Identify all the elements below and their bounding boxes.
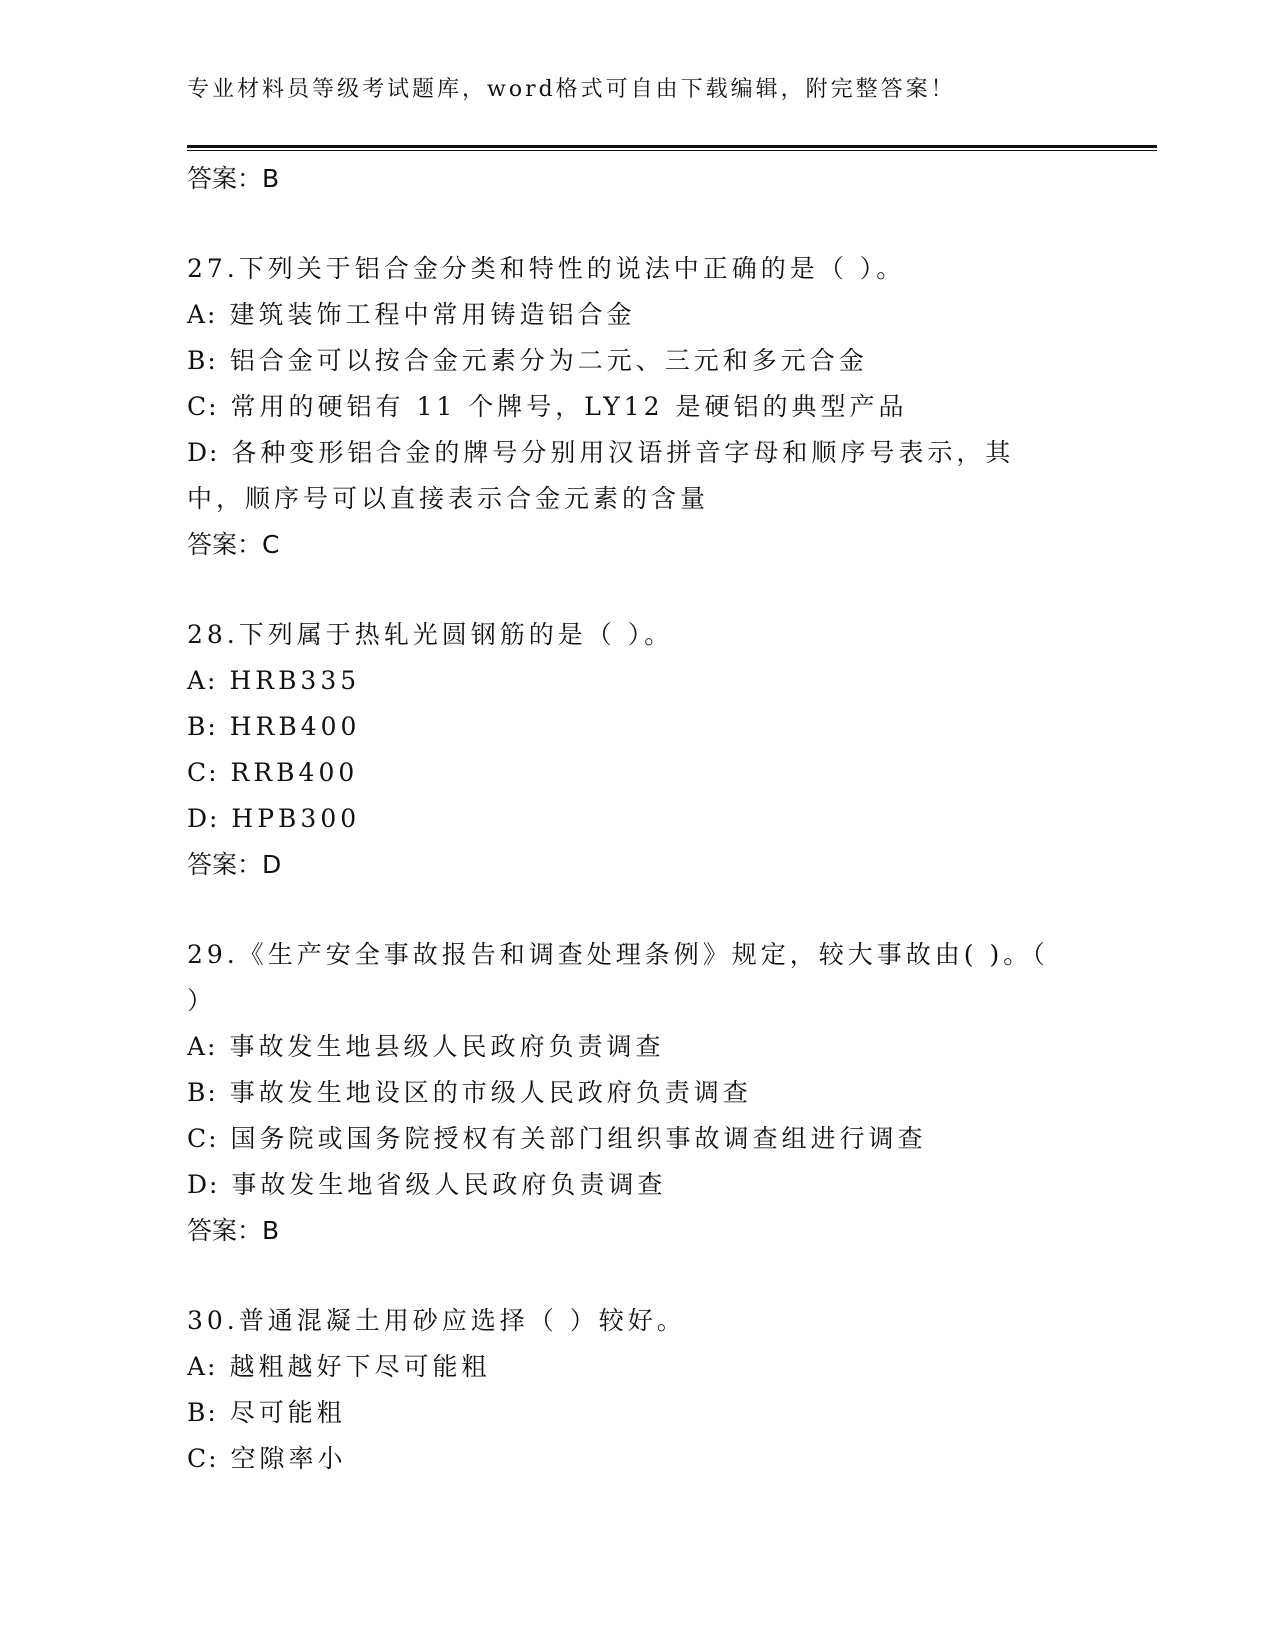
spacer xyxy=(187,888,1067,932)
option-label: B: xyxy=(187,712,218,741)
option-d xyxy=(187,796,1067,842)
option-text: 事故发生地县级人民政府负责调查 xyxy=(229,1032,665,1061)
option-c xyxy=(187,750,1067,796)
document-body xyxy=(187,156,1067,1482)
option-label: D: xyxy=(187,1170,220,1199)
option-b xyxy=(187,1390,1067,1436)
option-text: 各种变形铝合金的牌号分别用汉语拼音字母和顺序号表示，其中，顺序号可以直接表示合金元素的含量 xyxy=(187,438,1015,513)
question-30 xyxy=(187,1298,1067,1344)
option-label: A: xyxy=(187,300,218,329)
option-label: A: xyxy=(187,666,218,695)
spacer xyxy=(187,568,1067,612)
option-label: C: xyxy=(187,392,219,421)
question-number: 30. xyxy=(187,1306,239,1335)
answer-line: 答案：B xyxy=(187,1216,280,1245)
option-text: 常用的硬铝有 11 个牌号，LY12 是硬铝的典型产品 xyxy=(230,392,908,421)
question-29 xyxy=(187,932,1067,1024)
spacer xyxy=(187,202,1067,246)
page-header: 专业材料员等级考试题库，word格式可自由下载编辑，附完整答案！ xyxy=(187,77,956,102)
header-rule-thin xyxy=(187,150,1157,151)
answer-line: 答案：C xyxy=(187,530,280,559)
option-text: 空隙率小 xyxy=(230,1444,347,1473)
option-text: 事故发生地设区的市级人民政府负责调查 xyxy=(229,1078,752,1107)
option-label: B: xyxy=(187,1078,218,1107)
option-text: 铝合金可以按合金元素分为二元、三元和多元合金 xyxy=(229,346,868,375)
answer-line: 答案：D xyxy=(187,850,282,879)
option-a xyxy=(187,292,1067,338)
option-c xyxy=(187,384,1067,430)
option-text: 越粗越好下尽可能粗 xyxy=(229,1352,491,1381)
option-label: D: xyxy=(187,804,220,833)
option-label: A: xyxy=(187,1352,218,1381)
option-label: B: xyxy=(187,346,218,375)
option-b xyxy=(187,704,1067,750)
option-label: C: xyxy=(187,758,219,787)
option-a xyxy=(187,658,1067,704)
option-label: A: xyxy=(187,1032,218,1061)
option-text: RRB400 xyxy=(230,758,359,787)
option-label: B: xyxy=(187,1398,218,1427)
question-stem: 下列关于铝合金分类和特性的说法中正确的是（ ）。 xyxy=(238,254,906,283)
option-text: HRB335 xyxy=(229,666,361,695)
question-stem: 下列属于热轧光圆钢筋的是（ ）。 xyxy=(238,620,674,649)
question-number: 29. xyxy=(187,940,239,969)
question-27 xyxy=(187,246,1067,292)
option-text: HRB400 xyxy=(229,712,361,741)
option-b xyxy=(187,1070,1067,1116)
spacer xyxy=(187,1254,1067,1298)
header-rule-thick xyxy=(187,145,1157,148)
option-text: HPB300 xyxy=(231,804,361,833)
answer-line: 答案：B xyxy=(187,164,280,193)
option-c xyxy=(187,1436,1067,1482)
option-a xyxy=(187,1344,1067,1390)
question-stem: 普通混凝土用砂应选择（ ）较好。 xyxy=(238,1306,686,1335)
option-d xyxy=(187,430,1067,522)
option-text: 尽可能粗 xyxy=(229,1398,346,1427)
question-stem: 《生产安全事故报告和调查处理条例》规定，较大事故由( )。（ ） xyxy=(187,940,1049,1015)
option-text: 事故发生地省级人民政府负责调查 xyxy=(231,1170,667,1199)
option-d xyxy=(187,1162,1067,1208)
question-28 xyxy=(187,612,1067,658)
option-a xyxy=(187,1024,1067,1070)
question-number: 28. xyxy=(187,620,239,649)
option-c xyxy=(187,1116,1067,1162)
option-label: C: xyxy=(187,1124,219,1153)
question-number: 27. xyxy=(187,254,239,283)
option-b xyxy=(187,338,1067,384)
option-label: C: xyxy=(187,1444,219,1473)
option-text: 国务院或国务院授权有关部门组织事故调查组进行调查 xyxy=(230,1124,927,1153)
option-text: 建筑装饰工程中常用铸造铝合金 xyxy=(229,300,636,329)
option-label: D: xyxy=(187,438,220,467)
